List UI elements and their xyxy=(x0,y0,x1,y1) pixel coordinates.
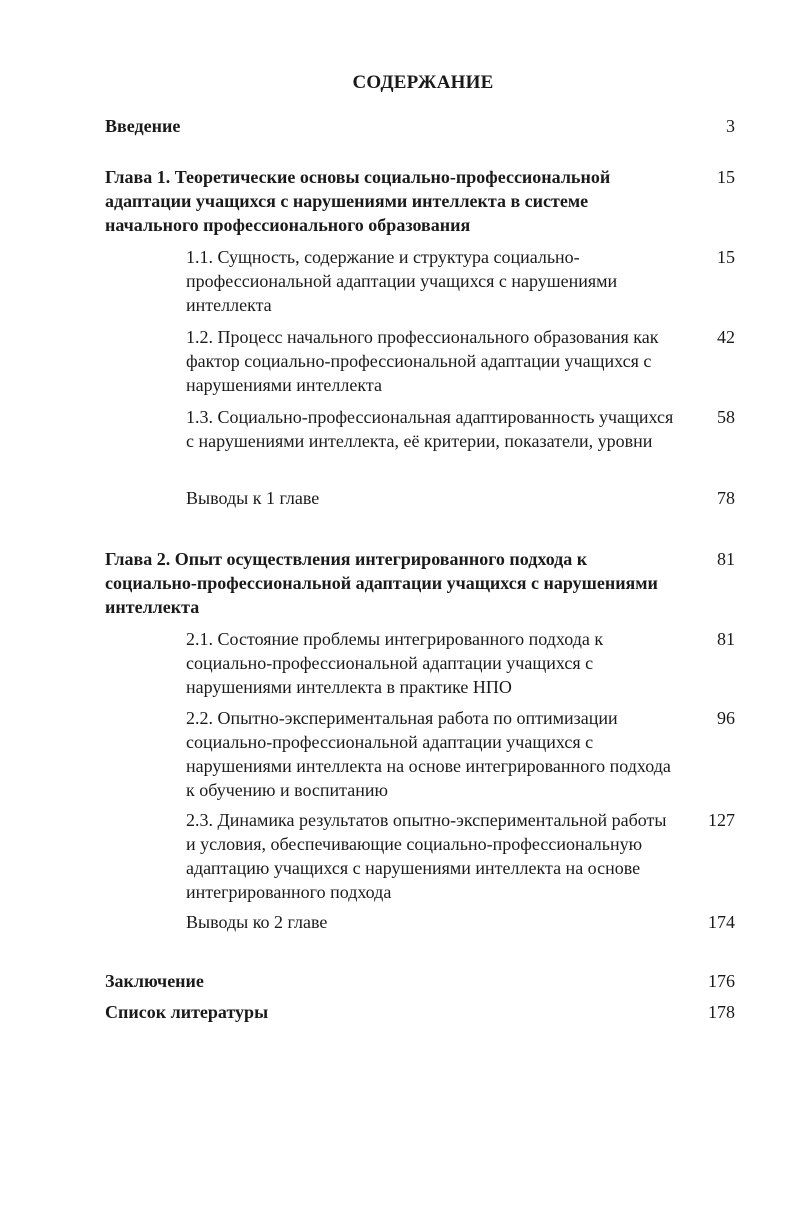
toc-page-number: 178 xyxy=(708,1002,735,1022)
toc-label: Список литературы xyxy=(105,1002,269,1022)
toc-label: 2.3. Динамика результатов опытно-экспериментальной работы и условия, обеспечивающие социально-профессиональную адаптацию учащихся с нарушениями интеллекта на основе интегрированного подхода xyxy=(186,810,667,902)
toc-label: Глава 2. Опыт осуществления интегрированного подхода к социально-профессиональной адаптации учащихся с нарушениями интеллекта xyxy=(105,549,658,617)
toc-page-number: 58 xyxy=(717,407,735,427)
toc-page-number: 15 xyxy=(717,167,735,187)
toc-page-number: 81 xyxy=(717,629,735,649)
toc-page-number: 174 xyxy=(708,912,735,932)
toc-label: Заключение xyxy=(105,971,204,991)
toc-label: Глава 1. Теоретические основы социально-профессиональной адаптации учащихся с нарушениями интеллекта в системе начального профессионального образования xyxy=(105,167,611,235)
toc-page-number: 78 xyxy=(717,488,735,508)
toc-label: 2.1. Состояние проблемы интегрированного подхода к социально-профессиональной адаптации учащихся с нарушениями интеллекта в практике НПО xyxy=(186,629,604,697)
toc-page-number: 96 xyxy=(717,708,735,728)
toc-label: 2.2. Опытно-экспериментальная работа по оптимизации социально-профессиональной адаптации учащихся с нарушениями интеллекта на основе интегрированного подхода к обучению и воспитанию xyxy=(186,708,671,800)
toc-label: 1.3. Социально-профессиональная адаптированность учащихся с нарушениями интеллекта, её критерии, показатели, уровни xyxy=(186,407,674,451)
toc-page-number: 15 xyxy=(717,247,735,267)
toc-page-number: 42 xyxy=(717,327,735,347)
toc-page-number: 81 xyxy=(717,549,735,569)
page-title: СОДЕРЖАНИЕ xyxy=(352,72,494,93)
toc-page-number: 127 xyxy=(708,810,735,830)
toc-label: 1.1. Сущность, содержание и структура социально-профессиональной адаптации учащихся с нарушениями интеллекта xyxy=(186,247,618,315)
toc-page-number: 3 xyxy=(726,116,735,136)
toc-page-number: 176 xyxy=(708,971,735,991)
toc-label: Выводы к 1 главе xyxy=(186,488,320,508)
toc-label: Выводы ко 2 главе xyxy=(186,912,328,932)
toc-label: 1.2. Процесс начального профессионального образования как фактор социально-профессиональной адаптации учащихся с нарушениями интеллекта xyxy=(186,327,659,395)
toc-label: Введение xyxy=(105,116,181,136)
